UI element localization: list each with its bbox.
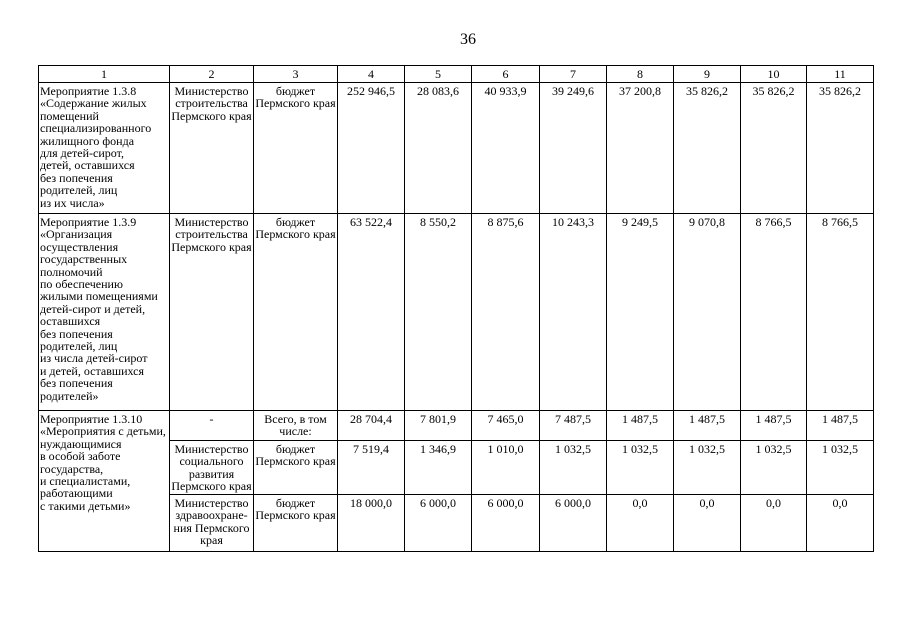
funding-source-cell: бюджет Пермского края xyxy=(254,83,338,214)
value-cell: 7 487,5 xyxy=(540,411,607,441)
value-cell: 1 032,5 xyxy=(540,441,607,495)
header-cell: 1 xyxy=(39,66,170,83)
header-cell: 4 xyxy=(338,66,405,83)
table-row xyxy=(39,214,874,411)
header-cell: 2 xyxy=(170,66,254,83)
executor-cell: Министерство строительства Пермского края xyxy=(170,214,254,411)
header-cell: 9 xyxy=(674,66,741,83)
header-cell: 10 xyxy=(741,66,807,83)
funding-source-cell: бюджет Пермского края xyxy=(254,441,338,495)
executor-cell: Министерство социального развития Пермского края xyxy=(171,442,252,494)
value-cell: 1 032,5 xyxy=(807,441,874,495)
table-row xyxy=(39,411,874,441)
executor-cell: Министерство строительства Пермского края xyxy=(170,83,254,214)
value-cell: 1 487,5 xyxy=(607,411,674,441)
header-row xyxy=(39,66,874,83)
value-cell: 35 826,2 xyxy=(807,83,874,214)
value-cell: 0,0 xyxy=(674,495,741,552)
header-cell: 5 xyxy=(405,66,472,83)
activity-cell: Мероприятие 1.3.8 «Содержание жилых помещений специализированного жилищного фонда для детей-сирот, детей, оставшихся без попечения родителей, лиц из их числа» xyxy=(39,83,170,214)
value-cell: 7 801,9 xyxy=(405,411,472,441)
value-cell: 18 000,0 xyxy=(338,495,405,552)
funding-source-cell: Всего, в том числе: xyxy=(254,411,338,441)
value-cell: 0,0 xyxy=(807,495,874,552)
header-cell: 7 xyxy=(540,66,607,83)
value-cell: 9 249,5 xyxy=(607,214,674,411)
value-cell: 1 032,5 xyxy=(607,441,674,495)
value-cell: 7 519,4 xyxy=(338,441,405,495)
value-cell: 28 704,4 xyxy=(338,411,405,441)
value-cell: 8 875,6 xyxy=(472,214,540,411)
funding-source-cell: бюджет Пермского края xyxy=(254,495,338,552)
value-cell: 1 010,0 xyxy=(472,441,540,495)
value-cell: 35 826,2 xyxy=(674,83,741,214)
value-cell: 8 766,5 xyxy=(807,214,874,411)
page-number: 36 xyxy=(460,31,476,48)
header-cell: 11 xyxy=(807,66,874,83)
value-cell: 1 487,5 xyxy=(674,411,741,441)
value-cell: 7 465,0 xyxy=(472,411,540,441)
value-cell: 1 032,5 xyxy=(674,441,741,495)
value-cell: 63 522,4 xyxy=(338,214,405,411)
activity-cell: Мероприятие 1.3.9 «Организация осуществления государственных полномочий по обеспечению жилыми помещениями детей-сирот и детей, оставшихся без попечения родителей, лиц из числа детей-сирот и детей, оставшихся без попечения родителей» xyxy=(39,214,170,411)
value-cell: 1 487,5 xyxy=(807,411,874,441)
program-activities-table xyxy=(38,65,874,552)
header-cell: 3 xyxy=(254,66,338,83)
value-cell: 37 200,8 xyxy=(607,83,674,214)
value-cell: 28 083,6 xyxy=(405,83,472,214)
value-cell: 0,0 xyxy=(741,495,807,552)
funding-source-cell: бюджет Пермского края xyxy=(254,214,338,411)
value-cell: 9 070,8 xyxy=(674,214,741,411)
value-cell: 40 933,9 xyxy=(472,83,540,214)
value-cell: 0,0 xyxy=(607,495,674,552)
value-cell: 1 487,5 xyxy=(741,411,807,441)
value-cell: 1 346,9 xyxy=(405,441,472,495)
value-cell: 8 550,2 xyxy=(405,214,472,411)
header-cell: 8 xyxy=(607,66,674,83)
value-cell: 35 826,2 xyxy=(741,83,807,214)
value-cell: 6 000,0 xyxy=(540,495,607,552)
executor-cell: Министерство здравоохране- ния Пермского края xyxy=(170,495,254,552)
value-cell: 6 000,0 xyxy=(472,495,540,552)
executor-cell: - xyxy=(170,411,254,441)
activity-cell: Мероприятие 1.3.10 «Мероприятия с детьми, нуждающимися в особой заботе государства, и специалистами, работающими с такими детьми» xyxy=(39,411,170,552)
value-cell: 252 946,5 xyxy=(338,83,405,214)
header-cell: 6 xyxy=(472,66,540,83)
value-cell: 6 000,0 xyxy=(405,495,472,552)
value-cell: 8 766,5 xyxy=(741,214,807,411)
value-cell: 39 249,6 xyxy=(540,83,607,214)
value-cell: 10 243,3 xyxy=(540,214,607,411)
table-row xyxy=(39,83,874,214)
value-cell: 1 032,5 xyxy=(741,441,807,495)
